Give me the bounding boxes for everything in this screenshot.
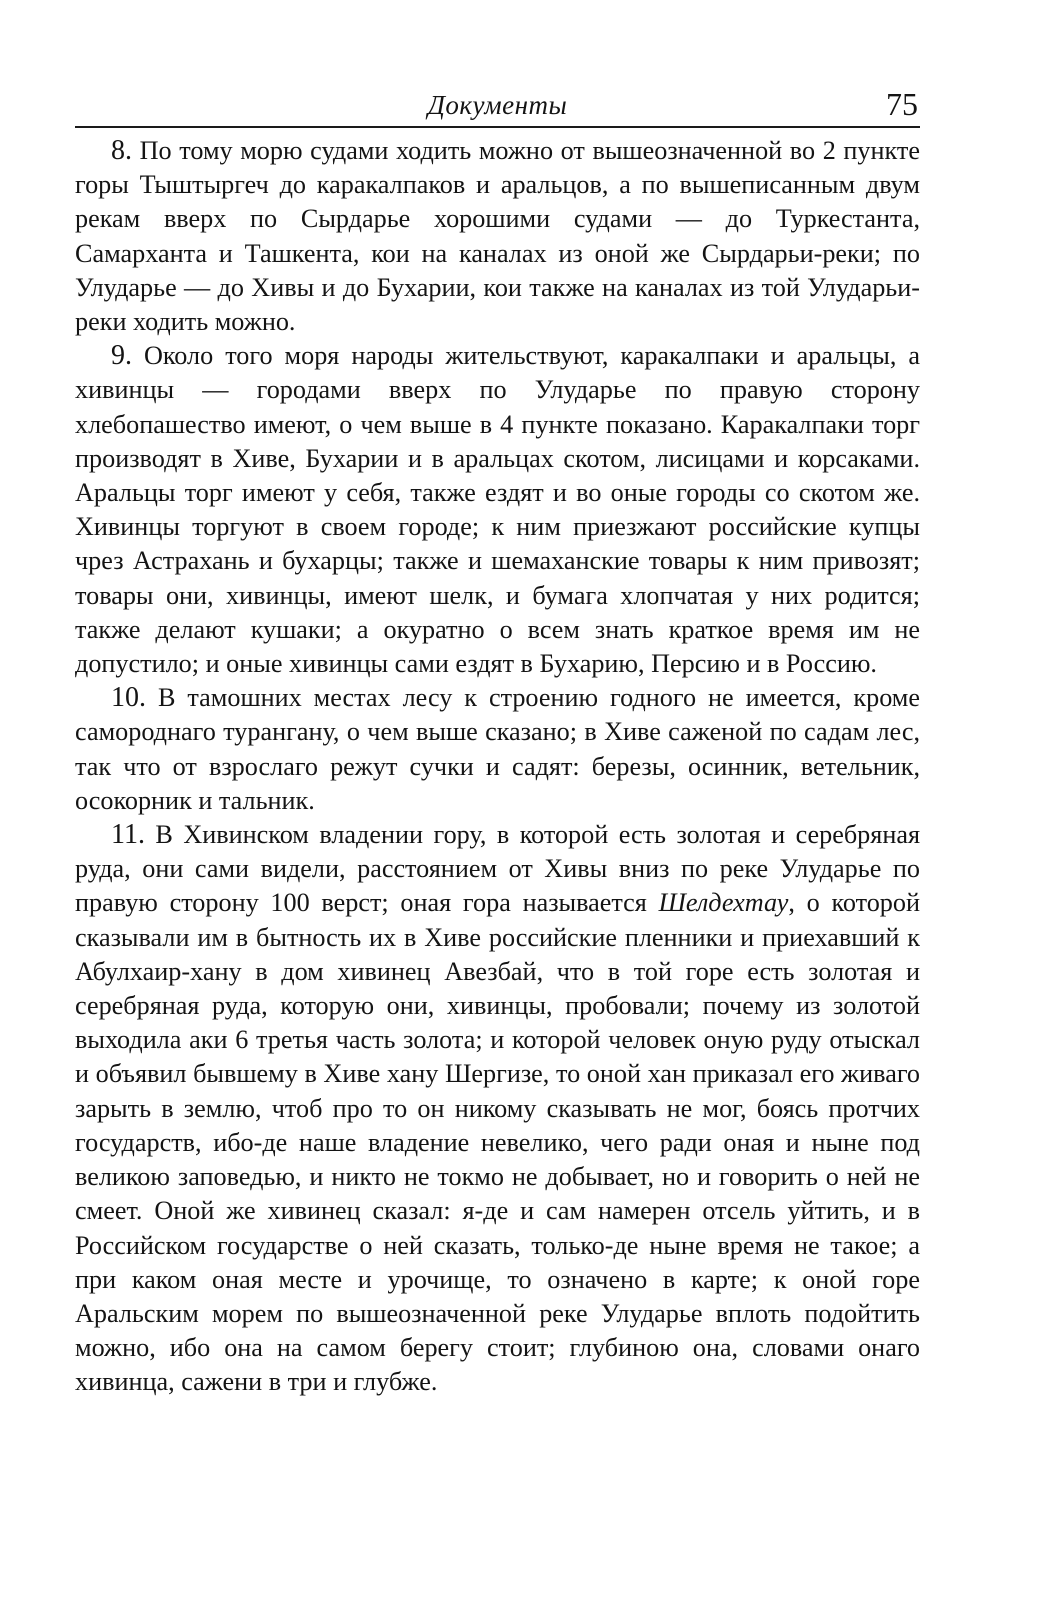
paragraph-text: В Хивинском владении гору, в которой есть золотая и серебряная руда, они сами видели, расстоянием от Хивы вниз по реке Улударье по правую сторону 100 верст; оная гора называется xyxy=(75,820,920,918)
page-number: 75 xyxy=(886,86,918,122)
paragraph-number: 10. xyxy=(111,682,146,714)
body-text xyxy=(75,134,920,1400)
paragraph-text: В тамошних местах лесу к строению годного не имеется, кроме самороднаго турангану, о чем выше сказано; в Хиве саженой по садам лес, так что от взрослаго режут сучки и садят: березы, осинник, ветельник, осокорник и тальник. xyxy=(75,683,920,815)
paragraph-text: По тому морю судами ходить можно от вышеозначенной во 2 пункте горы Тыштыргеч до каракалпаков и аральцов, а по вышеписанным двум рекам вверх по Сырдарье хорошими судами — до Туркестанта, Самарханта и Ташкента, кои на каналах из оной же Сырдарьи-реки; по Улударье — до Хивы и до Бухарии, кои также на каналах из той Улударьи-реки ходить можно. xyxy=(75,136,920,337)
paragraph-9 xyxy=(75,339,920,681)
running-title: Документы xyxy=(427,90,568,120)
paragraph-number: 11. xyxy=(111,819,145,851)
paragraph-8 xyxy=(75,134,920,339)
paragraph-number: 9. xyxy=(111,340,132,372)
paragraph-text-continued: , о которой сказывали им в бытность их в Хиве российские пленники и приехавший к Абулхаир-хану в дом хивинец Авезбай, что в той горе есть золотая и серебряная руда, которую они, хивинцы, пробовали; почему из золотой выходила аки 6 третья часть золота; и которой человек оную руду отыскал и объявил бывшему в Хиве хану Шергизе, то оной хан приказал его живаго зарыть в землю, чтоб про то он никому сказывать не мог, боясь протчих государств, ибо-де наше владение невелико, чего ради оная и ныне под великою заповедью, и никто не токмо не добывает, но и говорить о ней не смеет. Оной же хивинец сказал: я-де и сам намерен отсель уйтить, и в Российском государстве о ней сказать, только-де ныне время не такое; а при каком оная месте и урочище, то означено в карте; к оной горе Аральским морем по вышеозначенной реке Улударье вплоть подойтить можно, ибо она на самом берегу стоит; глубиною она, словами онаго хивинца, сажени в три и глубже. xyxy=(75,888,920,1397)
page xyxy=(75,82,920,1400)
running-header xyxy=(75,82,920,128)
paragraph-number: 8. xyxy=(111,135,132,166)
paragraph-10 xyxy=(75,681,920,818)
paragraph-text: Около того моря народы жительствуют, каракалпаки и аральцы, а хивинцы — городами вверх по Улударье по правую сторону хлебопашество имеют, о чем выше в 4 пункте показано. Каракалпаки торг производят в Хиве, Бухарии и в аральцах скотом, лисицами и корсаками. Аральцы торг имеют у себя, также ездят и во оные городы со скотом же. Хивинцы торгуют в своем городе; к ним приезжают российские купцы чрез Астрахань и бухарцы; также и шемаханские товары к ним привозят; товары они, хивинцы, имеют шелк, и бумага хлопчатая у них родится; также делают кушаки; а окуратно о всем знать краткое время им не допустило; и оные хивинцы сами ездят в Бухарию, Персию и в Россию. xyxy=(75,341,920,679)
paragraph-11 xyxy=(75,818,920,1399)
mountain-name-italic: Шелдехтау xyxy=(658,888,789,918)
